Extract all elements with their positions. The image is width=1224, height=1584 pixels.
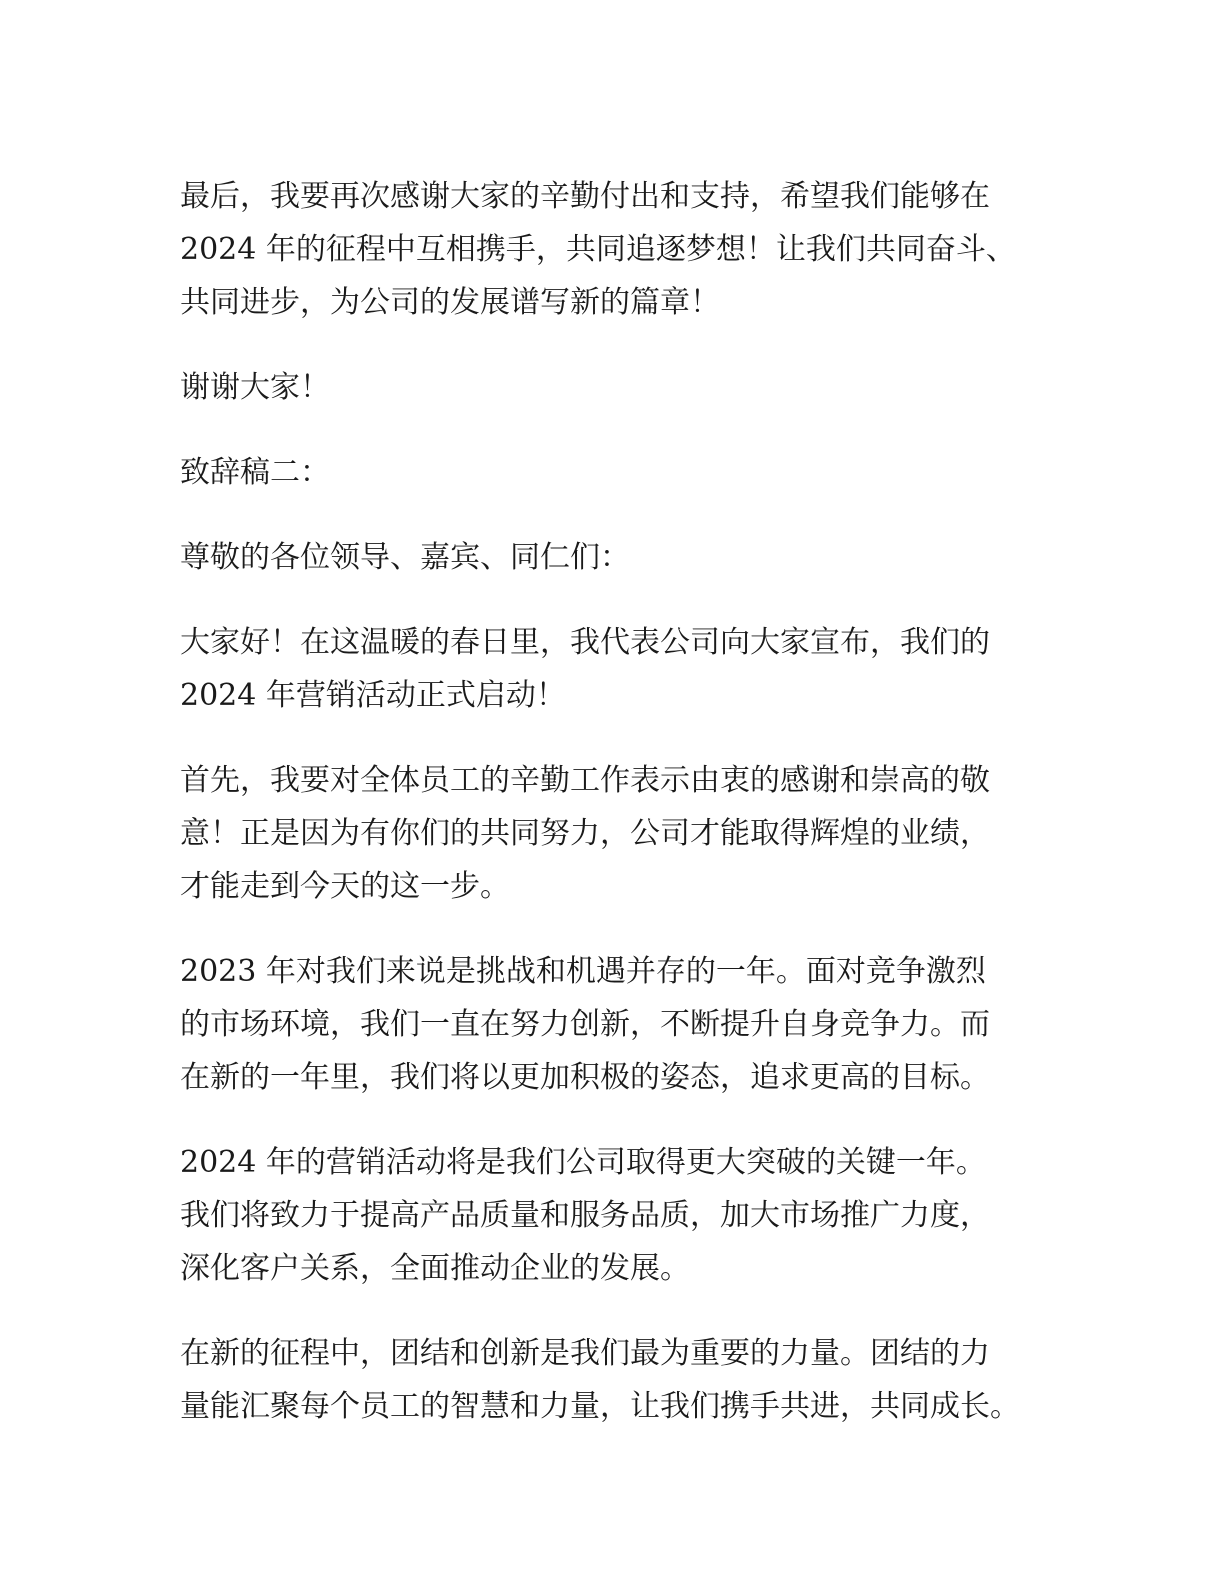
- text-line: 量能汇聚每个员工的智慧和力量，让我们携手共进，共同成长。: [180, 1389, 1020, 1424]
- text-line: 我们将致力于提高产品质量和服务品质，加大市场推广力度，: [180, 1198, 990, 1233]
- text-line: 的市场环境，我们一直在努力创新，不断提升自身竞争力。而: [180, 1007, 990, 1042]
- paragraph-2024-plan: [180, 1136, 1060, 1295]
- paragraph-gratitude: [180, 754, 1060, 913]
- text-line: 2024 年营销活动正式启动！: [180, 678, 566, 713]
- text-line: 尊敬的各位领导、嘉宾、同仁们：: [180, 540, 630, 575]
- text-line: 2024 年的征程中互相携手，共同追逐梦想！让我们共同奋斗、: [180, 232, 1016, 267]
- text-line: 致辞稿二：: [180, 455, 330, 490]
- document-body: [180, 170, 1060, 1465]
- text-line: 谢谢大家！: [180, 370, 330, 405]
- text-line: 首先，我要对全体员工的辛勤工作表示由衷的感谢和崇高的敬: [180, 763, 990, 798]
- section-heading-speech-two: [180, 446, 1060, 499]
- text-line: 才能走到今天的这一步。: [180, 869, 510, 904]
- paragraph-thank-you: [180, 361, 1060, 414]
- text-line: 2024 年的营销活动将是我们公司取得更大突破的关键一年。: [180, 1145, 986, 1180]
- text-line: 大家好！在这温暖的春日里，我代表公司向大家宣布，我们的: [180, 625, 990, 660]
- text-line: 在新的征程中，团结和创新是我们最为重要的力量。团结的力: [180, 1336, 990, 1371]
- text-line: 最后，我要再次感谢大家的辛勤付出和支持，希望我们能够在: [180, 179, 990, 214]
- paragraph-salutation: [180, 531, 1060, 584]
- text-line: 深化客户关系，全面推动企业的发展。: [180, 1251, 690, 1286]
- text-line: 2023 年对我们来说是挑战和机遇并存的一年。面对竞争激烈: [180, 954, 986, 989]
- paragraph-closing-thanks: [180, 170, 1060, 329]
- text-line: 意！正是因为有你们的共同努力，公司才能取得辉煌的业绩，: [180, 816, 990, 851]
- paragraph-greeting: [180, 616, 1060, 722]
- paragraph-unity: [180, 1327, 1060, 1433]
- paragraph-2023-review: [180, 945, 1060, 1104]
- text-line: 在新的一年里，我们将以更加积极的姿态，追求更高的目标。: [180, 1060, 990, 1095]
- text-line: 共同进步，为公司的发展谱写新的篇章！: [180, 285, 720, 320]
